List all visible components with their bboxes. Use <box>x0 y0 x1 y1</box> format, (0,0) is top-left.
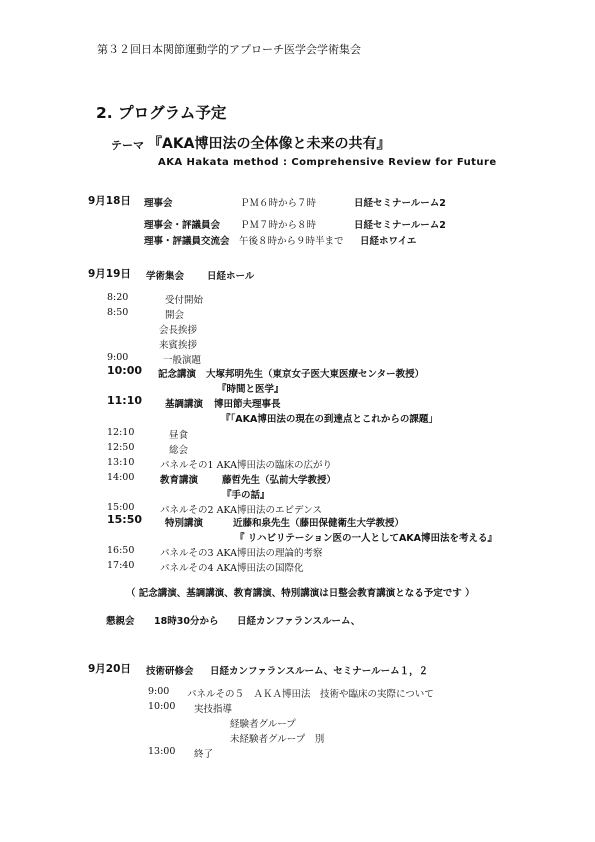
day1-event: 理事会 <box>144 198 173 209</box>
lecture-type: 教育講演 <box>160 475 199 486</box>
schedule-item: 未経験者グループ 別 <box>230 734 325 745</box>
lecture-title: 『時間と医学』 <box>217 384 284 395</box>
day1-time: ＰＭ６時から７時 <box>240 198 317 209</box>
day1-event: 理事・評議員交流会 <box>144 236 230 247</box>
day3-event: 技術研修会 <box>146 666 194 677</box>
schedule-time: 11:10 <box>107 394 143 407</box>
day1-place: 日経セミナールーム2 <box>354 198 446 209</box>
education-note: （ 記念講演、基調講演、教育講演、特別講演は日整会教育講演となる予定です ） <box>126 588 475 599</box>
schedule-item: パネルその3 AKA博田法の理論的考察 <box>160 548 323 559</box>
schedule-time: 16:50 <box>107 545 135 556</box>
schedule-item: 会長挨拶 <box>159 325 198 336</box>
schedule-item: 総会 <box>169 445 189 456</box>
section-title: 2. プログラム予定 <box>96 104 227 122</box>
schedule-item: パネルその５ ＡＫＡ博田法 技術や臨床の実際について <box>187 689 434 700</box>
conference-header: 第３２回日本関節運動学的アプローチ医学会学術集会 <box>97 43 361 56</box>
schedule-item: 開会 <box>165 310 185 321</box>
day1-date: 9月18日 <box>88 195 131 207</box>
schedule-item: 実技指導 <box>194 704 233 715</box>
schedule-item: パネルその4 AKA博田法の国際化 <box>160 563 304 574</box>
schedule-time: 8:50 <box>107 307 129 318</box>
lecture-speaker: 藤哲先生（弘前大学教授） <box>222 475 337 486</box>
lecture-speaker: 近藤和泉先生（藤田保健衛生大学教授） <box>233 518 405 529</box>
reception-time: 18時30分から <box>154 616 219 627</box>
day1-time: ＰＭ７時から８時 <box>240 220 317 231</box>
lecture-title: 『 リハビリテーション医の一人としてAKA博田法を考える』 <box>235 533 498 544</box>
lecture-title: 『「AKA博田法の現在の到達点とこれからの課題」 <box>221 414 438 425</box>
schedule-item: パネルその1 AKA博田法の臨床の広がり <box>160 460 332 471</box>
day3-date: 9月20日 <box>88 663 131 675</box>
lecture-speaker: 大塚邦明先生（東京女子医大東医療センター教授） <box>206 369 425 380</box>
day2-date: 9月19日 <box>88 268 131 280</box>
reception-label: 懇親会 <box>106 616 135 627</box>
schedule-time: 17:40 <box>107 560 135 571</box>
schedule-item: パネルその2 AKA博田法のエビデンス <box>160 505 323 516</box>
theme-title: 『AKA博田法の全体像と未来の共有』 <box>148 136 391 152</box>
day2-venue: 日経ホール <box>207 271 255 282</box>
schedule-time: 13:00 <box>148 746 176 757</box>
schedule-time: 10:00 <box>148 701 176 712</box>
schedule-time: 15:00 <box>107 502 135 513</box>
day1-place: 日経セミナールーム2 <box>354 220 446 231</box>
schedule-item: 終了 <box>194 749 214 760</box>
day1-place: 日経ホワイエ <box>360 236 417 247</box>
schedule-time: 8:20 <box>107 292 129 303</box>
schedule-item: 来賓挨拶 <box>159 340 198 351</box>
theme-subtitle: AKA Hakata method : Comprehensive Review for Future <box>158 157 497 168</box>
day3-venue: 日経カンファランスルーム、セミナールーム１，２ <box>210 666 429 677</box>
lecture-type: 記念講演 <box>158 369 197 380</box>
schedule-time: 14:00 <box>107 472 135 483</box>
schedule-item: 経験者グループ <box>230 719 296 730</box>
schedule-time: 9:00 <box>148 686 170 697</box>
lecture-type: 特別講演 <box>165 518 204 529</box>
theme-label: テーマ <box>111 139 144 152</box>
lecture-type: 基調講演 <box>165 399 204 410</box>
reception-place: 日経カンファランスルーム、 <box>237 616 361 627</box>
lecture-speaker: 博田節夫理事長 <box>214 399 281 410</box>
schedule-time: 12:50 <box>107 442 135 453</box>
lecture-title: 『手の話』 <box>222 490 270 501</box>
day2-event: 学術集会 <box>146 271 185 282</box>
schedule-time: 13:10 <box>107 457 135 468</box>
schedule-time: 9:00 <box>107 352 129 363</box>
schedule-time: 10:00 <box>107 364 143 377</box>
schedule-item: 一般演題 <box>163 355 202 366</box>
schedule-item: 昼食 <box>169 430 189 441</box>
day1-time: 午後８時から９時半まで <box>239 236 344 247</box>
schedule-item: 受付開始 <box>165 295 204 306</box>
schedule-time: 12:10 <box>107 427 135 438</box>
schedule-time: 15:50 <box>107 513 143 526</box>
day1-event: 理事会・評議員会 <box>144 220 221 231</box>
